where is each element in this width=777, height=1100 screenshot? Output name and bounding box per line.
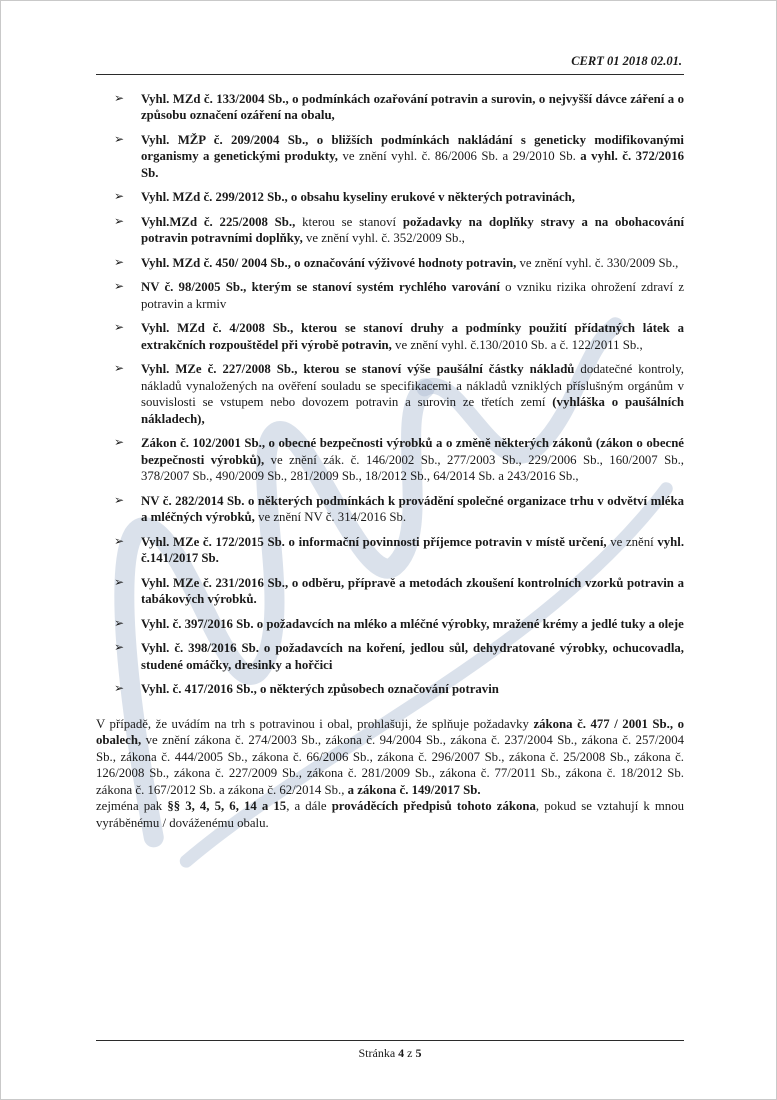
text-segment: Vyhl.MZd č. 225/2008 Sb., xyxy=(141,214,303,229)
text-segment: ve znění vyhl. č. 352/2009 Sb., xyxy=(302,231,465,245)
text-segment: zákona č. 477 / 2001 Sb., o obalech, xyxy=(96,716,684,747)
text-segment: o vzniku rizika ohrožení zdraví z potravin a krmiv xyxy=(141,280,684,311)
text-segment: dodatečné kontroly, nákladů vynaložených na ověření souladu se specifikacemi a nákladů vzniklých příslušným orgánům v souvislosti se vstupem nebo dovozem potravin a surovin ze třetích zemí xyxy=(141,362,685,409)
text-segment: ve znění vyhl. č. 86/2006 Sb. a 29/2010 Sb. xyxy=(337,149,581,163)
text-segment: kterou se stanoví xyxy=(302,214,403,229)
regulation-text xyxy=(141,321,684,352)
text-segment: zejména pak xyxy=(96,799,168,813)
regulation-text xyxy=(141,535,684,566)
text-segment: ve znění zákona č. 274/2003 Sb., zákona č. 94/2004 Sb., zákona č. 237/2004 Sb., zákona č. 257/2004 Sb., zákona č. 444/2005 Sb., zákona č. 66/2006 Sb., zákona č. 296/2007 Sb., zákona č. 25/2008 Sb., zákona č. 126/2008 Sb., zákona č. 227/2009 Sb., zákona č. 281/2009 Sb., zákona č. 77/2011 Sb., zákona č. 18/2012 Sb. zákona č. 167/2012 Sb. a zákona č. 62/2014 Sb., xyxy=(96,733,684,797)
regulation-text xyxy=(141,256,678,270)
text-segment: Vyhl. č. 417/2016 Sb., o některých způsobech označování potravin xyxy=(141,682,499,696)
regulation-text xyxy=(141,280,684,311)
closing-paragraph xyxy=(96,716,684,832)
text-segment: Vyhl. č. 397/2016 Sb. o požadavcích na mléko a mléčné výrobky, mražené krémy a jedlé tuky a oleje xyxy=(141,616,684,631)
text-segment: §§ 3, 4, 5, 6, 14 a 15 xyxy=(167,799,287,813)
text-segment: Vyhl. MZe č. 227/2008 Sb., kterou se stanoví výše paušální částky nákladů xyxy=(141,362,575,376)
list-item xyxy=(96,435,684,485)
list-item xyxy=(96,534,684,567)
text-segment: vyhl. č.141/2017 Sb. xyxy=(141,534,685,565)
text-segment: ve znění vyhl. č. 330/2009 Sb., xyxy=(516,255,679,270)
text-segment: a zákona č. 149/2017 Sb. xyxy=(347,782,481,797)
text-segment: a vyhl. č. 372/2016 Sb. xyxy=(141,149,684,180)
text-segment: Vyhl. MŽP č. 209/2004 Sb., o bližších podmínkách nakládání s geneticky modifikovanými organismy a genetickými produkty, xyxy=(141,132,684,163)
regulation-text xyxy=(141,92,684,123)
text-segment: ve znění zák. č. 146/2002 Sb., 277/2003 Sb., 229/2006 Sb., 160/2007 Sb., 378/2007 Sb., 490/2009 Sb., 281/2009 Sb., 18/2012 Sb., 64/2014 Sb. a 243/2016 Sb., xyxy=(141,452,684,483)
arrow-bullet-icon: ➢ xyxy=(114,533,125,548)
text-segment: Zákon č. 102/2001 Sb., o obecné bezpečnosti výrobků a o změně některých zákonů (zákon o obecné bezpečnosti výrobků), xyxy=(141,436,684,467)
arrow-bullet-icon: ➢ xyxy=(114,615,125,630)
text-segment: 5 xyxy=(415,1046,422,1060)
header-rule xyxy=(96,74,684,75)
regulation-text xyxy=(141,436,684,483)
text-segment: z xyxy=(404,1046,416,1060)
regulation-text xyxy=(141,190,575,204)
text-segment: V případě, že uvádím na trh s potravinou i obal, prohlašuji, že splňuje požadavky xyxy=(96,716,534,731)
text-segment: Vyhl. MZd č. 4/2008 Sb., kterou se stanoví druhy a podmínky použití přídatných látek a extrakčních rozpouštědel při výrobě potravin, xyxy=(141,321,684,352)
list-item xyxy=(96,279,684,312)
arrow-bullet-icon: ➢ xyxy=(114,213,125,228)
regulation-text xyxy=(141,617,684,631)
text-segment: , pokud se vztahují k mnou vyráběnému / dováženému obalu. xyxy=(96,799,685,830)
text-segment: ve znění xyxy=(606,534,658,549)
text-segment: (vyhláška o paušálních nákladech), xyxy=(141,395,684,426)
text-segment: Vyhl. č. 398/2016 Sb. o požadavcích na koření, jedlou sůl, dehydratované výrobky, ochucovadla, studené omáčky, dresinky a hořčici xyxy=(141,641,684,672)
regulation-text xyxy=(141,682,499,696)
list-item xyxy=(96,214,684,247)
arrow-bullet-icon: ➢ xyxy=(114,435,125,449)
arrow-bullet-icon: ➢ xyxy=(114,681,125,695)
arrow-bullet-icon: ➢ xyxy=(114,90,125,105)
text-segment: prováděcích předpisů tohoto zákona xyxy=(331,799,536,813)
arrow-bullet-icon: ➢ xyxy=(114,361,125,375)
list-item xyxy=(96,132,684,182)
arrow-bullet-icon: ➢ xyxy=(114,279,125,293)
list-item xyxy=(96,91,684,124)
list-item xyxy=(96,681,684,698)
arrow-bullet-icon: ➢ xyxy=(114,189,125,203)
list-item xyxy=(96,255,684,272)
page-number xyxy=(96,1046,684,1061)
regulation-text xyxy=(141,215,684,246)
list-item xyxy=(96,640,684,673)
list-item xyxy=(96,616,684,633)
regulation-text xyxy=(141,641,684,672)
arrow-bullet-icon: ➢ xyxy=(114,254,125,269)
list-item xyxy=(96,320,684,353)
text-segment: požadavky na doplňky stravy a na obohacování potravin potravními doplňky, xyxy=(141,214,684,245)
arrow-bullet-icon: ➢ xyxy=(114,320,125,334)
regulation-text xyxy=(141,494,684,525)
regulation-text xyxy=(141,576,684,607)
text-segment: ve znění NV č. 314/2016 Sb. xyxy=(254,510,407,524)
list-item xyxy=(96,575,684,608)
text-segment: Vyhl. MZd č. 450/ 2004 Sb., o označování výživové hodnoty potravin, xyxy=(141,255,517,270)
arrow-bullet-icon: ➢ xyxy=(114,574,125,589)
page-header: CERT 01 2018 02.01. xyxy=(571,54,682,68)
arrow-bullet-icon: ➢ xyxy=(114,640,125,654)
text-segment: Vyhl. MZd č. 299/2012 Sb., o obsahu kyseliny erukové v některých potravinách, xyxy=(141,190,575,204)
page-footer xyxy=(96,1040,684,1061)
regulation-text xyxy=(141,362,684,426)
text-segment: Stránka xyxy=(358,1046,399,1060)
text-segment: Vyhl. MZe č. 231/2016 Sb., o odběru, přípravě a metodách zkoušení kontrolních vzorků potravin a tabákových výrobků. xyxy=(141,575,684,606)
text-segment: NV č. 282/2014 Sb. o některých podmínkách k provádění společné organizace trhu v odvětví mléka a mléčných výrobků, xyxy=(141,493,684,524)
text-segment: ve znění vyhl. č.130/2010 Sb. a č. 122/2011 Sb., xyxy=(391,337,643,352)
text-segment: 4 xyxy=(398,1046,405,1060)
text-segment: Vyhl. MZd č. 133/2004 Sb., o podmínkách ozařování potravin a surovin, o nejvyšší dávce záření a o způsobu označení ozáření na obalu, xyxy=(141,91,684,122)
text-segment: , a dále xyxy=(286,799,332,813)
text-segment: NV č. 98/2005 Sb., kterým se stanoví systém rychlého varování xyxy=(141,280,500,294)
regulation-text xyxy=(141,133,684,180)
arrow-bullet-icon: ➢ xyxy=(114,492,125,507)
list-item xyxy=(96,493,684,526)
page-content xyxy=(96,53,684,831)
arrow-bullet-icon: ➢ xyxy=(114,131,125,146)
footer-rule xyxy=(96,1040,684,1041)
text-segment: Vyhl. MZe č. 172/2015 Sb. o informační povinnosti příjemce potravin v místě určení, xyxy=(141,534,607,549)
regulations-list xyxy=(96,91,684,698)
list-item xyxy=(96,361,684,427)
list-item xyxy=(96,189,684,206)
